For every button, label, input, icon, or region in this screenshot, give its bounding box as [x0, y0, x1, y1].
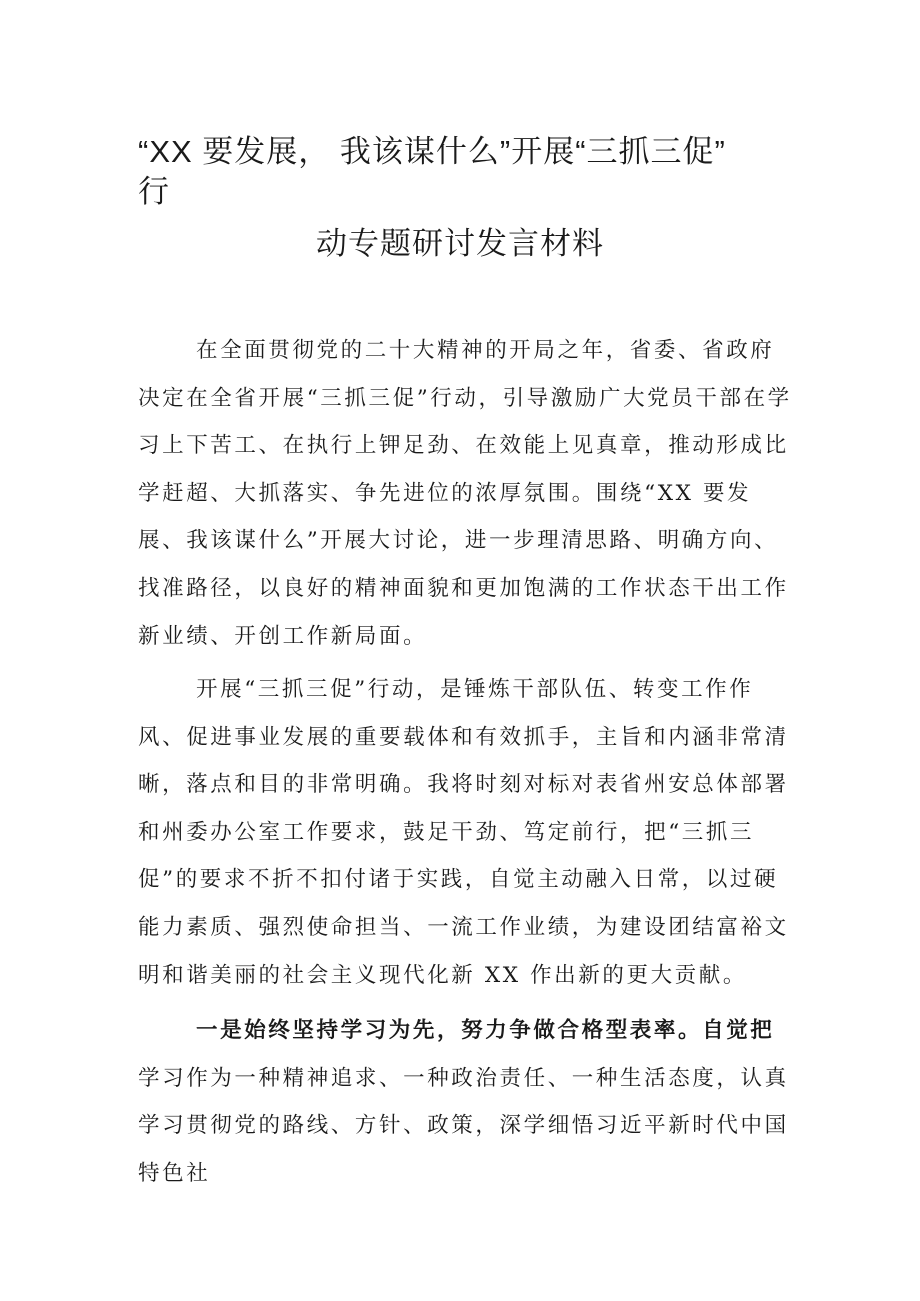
paragraph-point-one-heading: 一是始终坚持学习为先，努力争做合格型表率。自觉把: [196, 1018, 775, 1043]
paragraph-point-one: [138, 1007, 798, 1197]
paragraph-action-overview: 开展“三抓三促”行动，是锤炼干部队伍、转变工作作风、促进事业发展的重要载体和有效抓手，主旨和内涵非常清晰，落点和目的非常明确。我将时刻对标对表省州安总体部署和州委办公室工作要求，鼓足干劲、笃定前行，把“三抓三促”的要求不折不扣付诸于实践，自觉主动融入日常，以过硬能力素质、强烈使命担当、一流工作业绩，为建设团结富裕文明和谐美丽的社会主义现代化新 XX 作出新的更大贡献。: [138, 677, 789, 988]
paragraph-point-one-body: 学习作为一种精神追求、一种政治责任、一种生活态度，认真学习贯彻党的路线、方针、政策，深学细悟习近平新时代中国特色社: [138, 1065, 789, 1186]
document-title-line-1: “XX 要发展， 我该谋什么”开展“三抓三促”: [138, 134, 726, 169]
document-title-line-2: 行: [138, 174, 170, 209]
document-title-line-3: 动专题研讨发言材料: [316, 226, 604, 261]
paragraph-intro: 在全面贯彻党的二十大精神的开局之年，省委、省政府决定在全省开展“三抓三促”行动，引导激励广大党员干部在学习上下苦工、在执行上钾足劲、在效能上见真章，推动形成比学赶超、大抓落实、争先进位的浓厚氛围。围绕“XX 要发展、我该谋什么”开展大讨论，进一步理清思路、明确方向、找准路径，以良好的精神面貌和更加饱满的工作状态干出工作新业绩、开创工作新局面。: [138, 338, 792, 649]
